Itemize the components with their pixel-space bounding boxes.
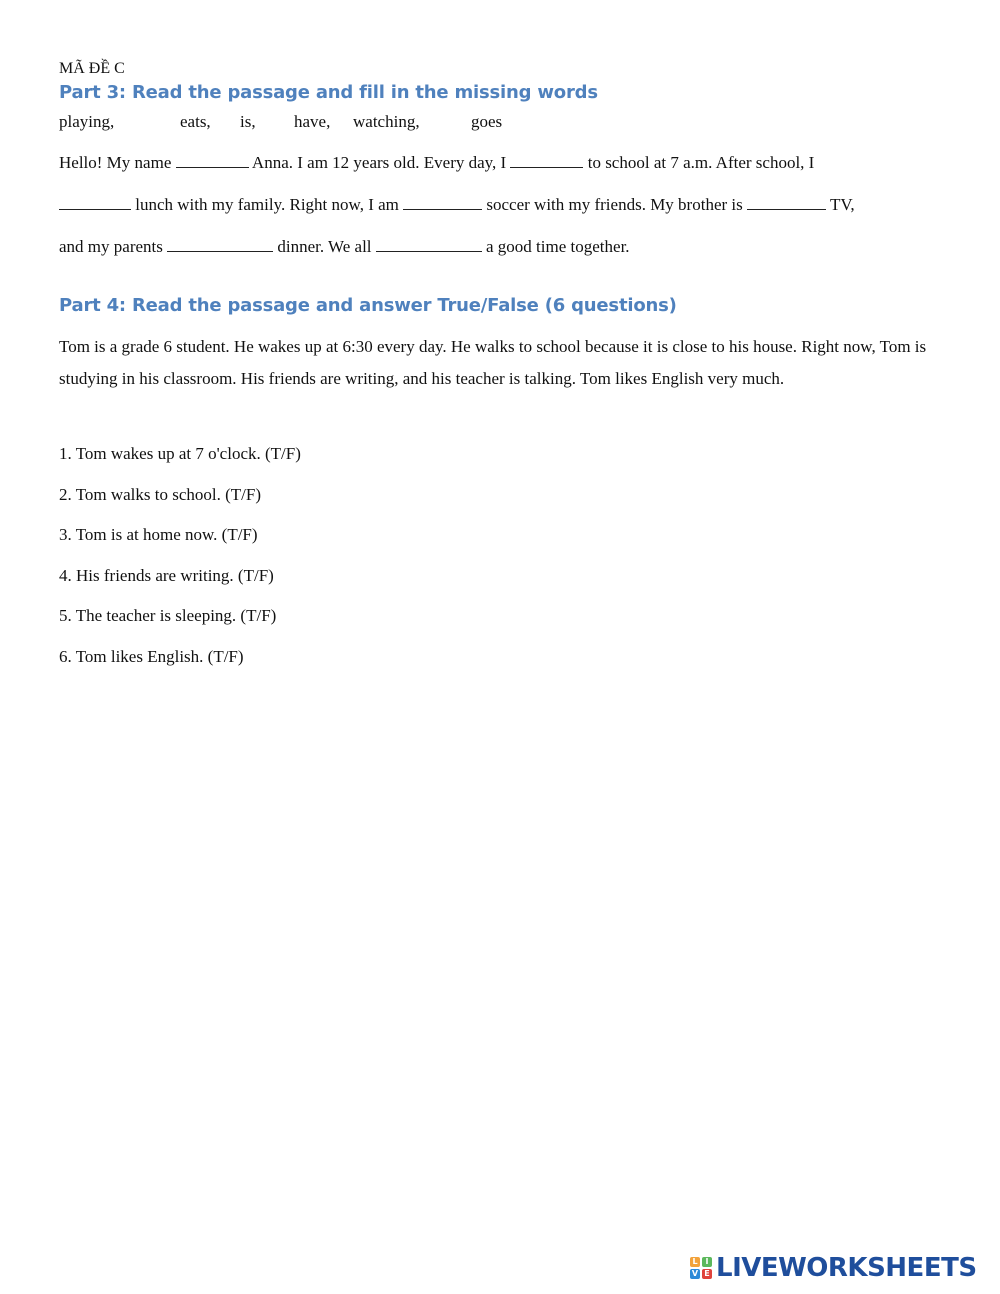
word-bank-item: playing,: [59, 112, 115, 131]
answer-blank[interactable]: [747, 194, 826, 210]
question-item: 4. His friends are writing. (T/F): [59, 566, 274, 585]
answer-blank[interactable]: [59, 194, 131, 210]
passage-text: to school at 7 a.m. After school, I: [587, 153, 815, 172]
logo-mark-icon: L I V E: [690, 1257, 712, 1279]
part4-passage: Tom is a grade 6 student. He wakes up at 6:30 every day. He walks to school because it is close to his house. Right now, Tom is studying in his classroom. His friends are writing, and his teacher is talking. Tom likes English very much.: [59, 337, 927, 388]
answer-blank[interactable]: [510, 152, 583, 168]
passage-text: and my parents: [59, 237, 163, 256]
passage-text: soccer with my friends. My brother is: [486, 195, 743, 214]
passage-text: lunch with my family. Right now, I am: [135, 195, 399, 214]
liveworksheets-logo: [690, 1253, 977, 1283]
word-bank-item: goes: [471, 112, 503, 131]
passage-line: [59, 194, 855, 215]
passage-text: TV,: [829, 195, 855, 214]
question-item: 5. The teacher is sleeping. (T/F): [59, 606, 277, 625]
part3-heading: Part 3: Read the passage and fill in the missing words: [59, 82, 598, 103]
passage-text: Hello! My name: [59, 153, 172, 172]
answer-blank[interactable]: [167, 236, 273, 252]
part4-heading: Part 4: Read the passage and answer True/False (6 questions): [59, 295, 677, 316]
passage-text: Anna. I am 12 years old. Every day, I: [251, 153, 507, 172]
question-item: 3. Tom is at home now. (T/F): [59, 525, 258, 544]
passage-text: dinner. We all: [277, 237, 372, 256]
word-bank-item: is,: [240, 112, 256, 131]
question-item: 2. Tom walks to school. (T/F): [59, 485, 262, 504]
word-bank-item: watching,: [353, 112, 420, 131]
passage-text: a good time together.: [486, 237, 630, 256]
answer-blank[interactable]: [403, 194, 482, 210]
word-bank-item: eats,: [180, 112, 211, 131]
passage-line: [59, 236, 630, 257]
answer-blank[interactable]: [376, 236, 482, 252]
question-item: 1. Tom wakes up at 7 o'clock. (T/F): [59, 444, 301, 463]
question-item: 6. Tom likes English. (T/F): [59, 647, 244, 666]
word-bank-item: have,: [294, 112, 331, 131]
answer-blank[interactable]: [176, 152, 249, 168]
exam-code: MÃ ĐỀ C: [59, 60, 125, 77]
logo-text: LIVEWORKSHEETS: [716, 1253, 977, 1283]
passage-line: [59, 152, 814, 173]
